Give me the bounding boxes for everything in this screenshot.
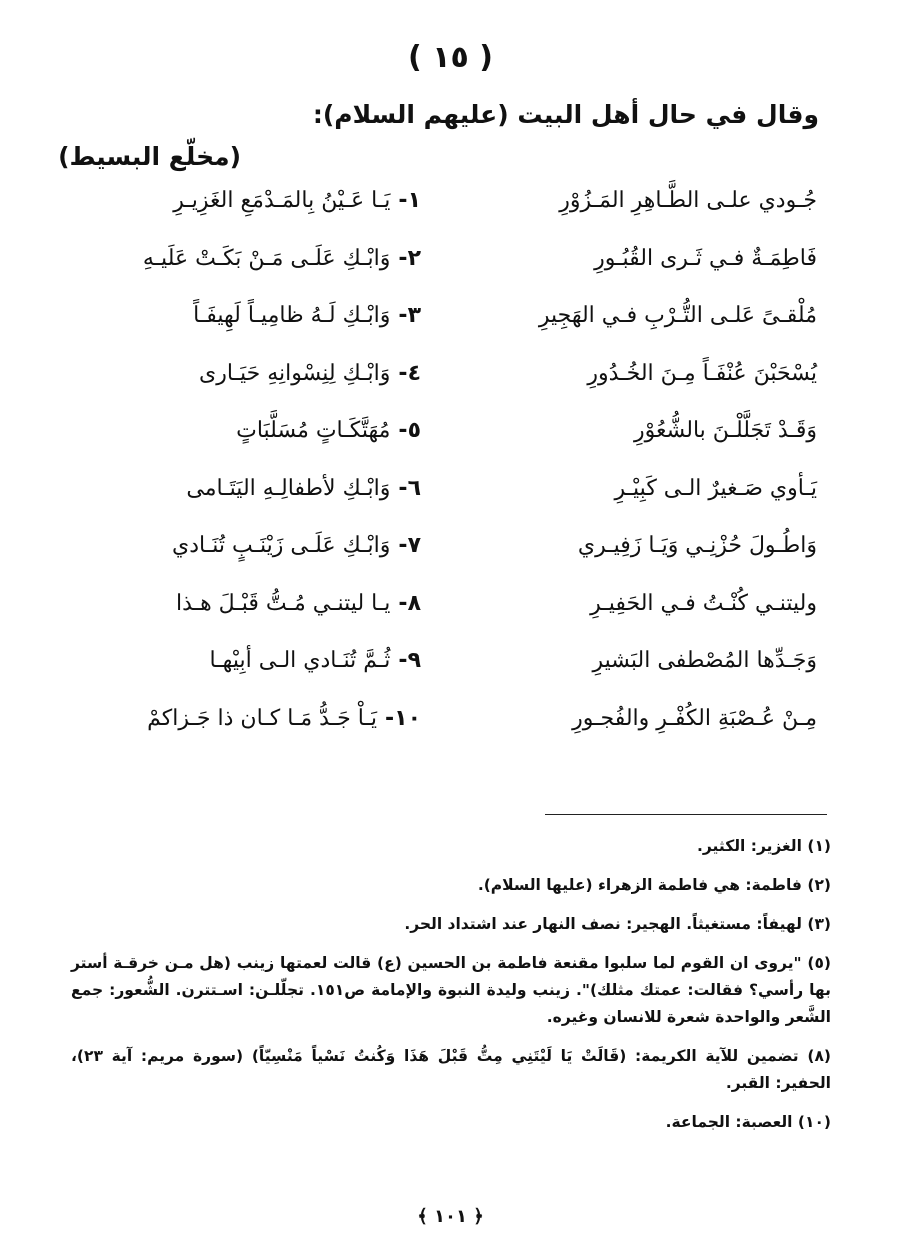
verse-number: ١٠- (385, 705, 421, 731)
verse-number: ٥- (398, 418, 421, 443)
verse-row (0, 640, 901, 698)
verse-row (0, 238, 901, 296)
verse-first-hemistich: ٩-ثُـمَّ تُنَـادي الـى أبِيْهـا (209, 648, 421, 673)
verse-row (0, 353, 901, 411)
page-number: ﴿ ١٠١ ﴾ (417, 1206, 484, 1227)
verse-number: ٤- (398, 360, 421, 386)
verse-second-hemistich: مِـنْ عُـصْبَةِ الكُفْـرِ والفُجـورِ (572, 705, 817, 731)
verse-row (0, 525, 901, 583)
verse-number: ٢- (398, 245, 421, 271)
verse-number: ٨- (398, 590, 421, 616)
verse-number: ٧- (398, 533, 421, 558)
verse-number: ٣- (398, 303, 421, 328)
footnote: (١٠) العصبة: الجماعة. (665, 1113, 831, 1131)
footnote: (٣) لهيفاً: مستغيثاً. الهجير: نصف النهار عند اشتداد الحر. (404, 915, 831, 933)
verse-first-hemistich: ١-يَـا عَـيْنُ بِالمَـدْمَعِ الغَزِيـرِ (173, 188, 421, 213)
verse-first-hemistich: ٢-وَابْـكِ عَلَـى مَـنْ بَكَـتْ عَلَيـهِ (142, 245, 421, 271)
verse-first-hemistich: ٥-مُهَتَّكَـاتٍ مُسَلَّبَاتٍ (236, 418, 421, 443)
verse-row (0, 468, 901, 526)
poem-number: ( ١٥ ) (408, 40, 493, 75)
verse-first-hemistich: ٦-وَابْـكِ لأطفالِـهِ اليَتَـامى (186, 475, 421, 501)
verse-second-hemistich: فَاطِمَـةٌ فـي ثَـرى القُبُـورِ (594, 245, 817, 271)
footnote: (٨) تضمين للآية الكريمة: (قَالَتْ يَا لَيْتَنِي مِتُّ قَبْلَ هَذَا وَكُنتُ نَسْياً مَنْسِيّاً) (سورة مريم: آية ٢٣)، الحفير: القبر. (71, 1047, 831, 1092)
verse-second-hemistich: يَـأوي صَـغيرٌ الـى كَبِيْـرِ (614, 475, 817, 501)
verse-second-hemistich: جُـودي علـى الطَّـاهِرِ المَـزُوْرِ (559, 188, 817, 213)
verse-second-hemistich: مُلْقـىً عَلـى التُّـرْبِ فـي الهَجِيرِ (538, 303, 817, 328)
verse-second-hemistich: وَاطُـولَ حُزْنِـي وَيَـا زَفِيـري (577, 533, 817, 558)
poem-heading: وقال في حال أهل البيت (عليهم السلام): (312, 100, 819, 129)
footnote: (٢) فاطمة: هي فاطمة الزهراء (عليها السلام). (477, 876, 831, 894)
verse-row (0, 583, 901, 641)
verse-first-hemistich: ٤-وَابْـكِ لِنِسْوانِهِ حَيَـارى (198, 360, 421, 386)
footnote: (١) الغزير: الكثير. (697, 837, 831, 855)
verse-number: ٩- (398, 648, 421, 673)
verse-first-hemistich: ١٠-يَـاْ جَـدُّ مَـا كـان ذا جَـزاكمْ (147, 705, 421, 731)
poem-meter: (مخلّع البسيط) (58, 142, 241, 171)
verse-second-hemistich: وَجَـدِّها المُصْطفى البَشيرِ (592, 648, 817, 673)
verse-second-hemistich: وَقَـدْ تَجَلَّلْـنَ بالشُّعُوْرِ (634, 418, 817, 443)
verse-row (0, 410, 901, 468)
verse-number: ٦- (398, 475, 421, 501)
verse-first-hemistich: ٣-وَابْـكِ لَـهُ ظامِيـاً لَهِيفَـاً (193, 303, 421, 328)
verse-second-hemistich: وليتنـي كُنْـتُ فـي الحَفِيـرِ (590, 590, 817, 616)
verse-number: ١- (398, 188, 421, 213)
footnotes (71, 833, 831, 1148)
verse-row (0, 180, 901, 238)
footnote-divider (545, 814, 827, 815)
verse-row (0, 698, 901, 756)
verse-first-hemistich: ٧-وَابْـكِ عَلَـى زَيْنَـبٍ تُنَـادي (172, 533, 421, 558)
verse-second-hemistich: يُسْحَبْنَ عُنْفَـاً مِـنَ الخُـدُورِ (587, 360, 817, 386)
verses-block (0, 180, 901, 755)
verse-first-hemistich: ٨-يـا ليتنـي مُـتُّ قَبْـلَ هـذا (175, 590, 421, 616)
footnote: (٥) "يروى ان القوم لما سلبوا مقنعة فاطمة بن الحسين (ع) قالت لعمتها زينب (هل مـن خرقـة أستر بها رأسي؟ فقالت: عمتك مثلك)". زينب وليدة النبوة والإمامة ص١٥١. تجلّلـن: اسـتترن. الشُّعور: جمع الشَّعر والواحدة شعرة للانسان وغيره. (71, 954, 831, 1026)
verse-row (0, 295, 901, 353)
